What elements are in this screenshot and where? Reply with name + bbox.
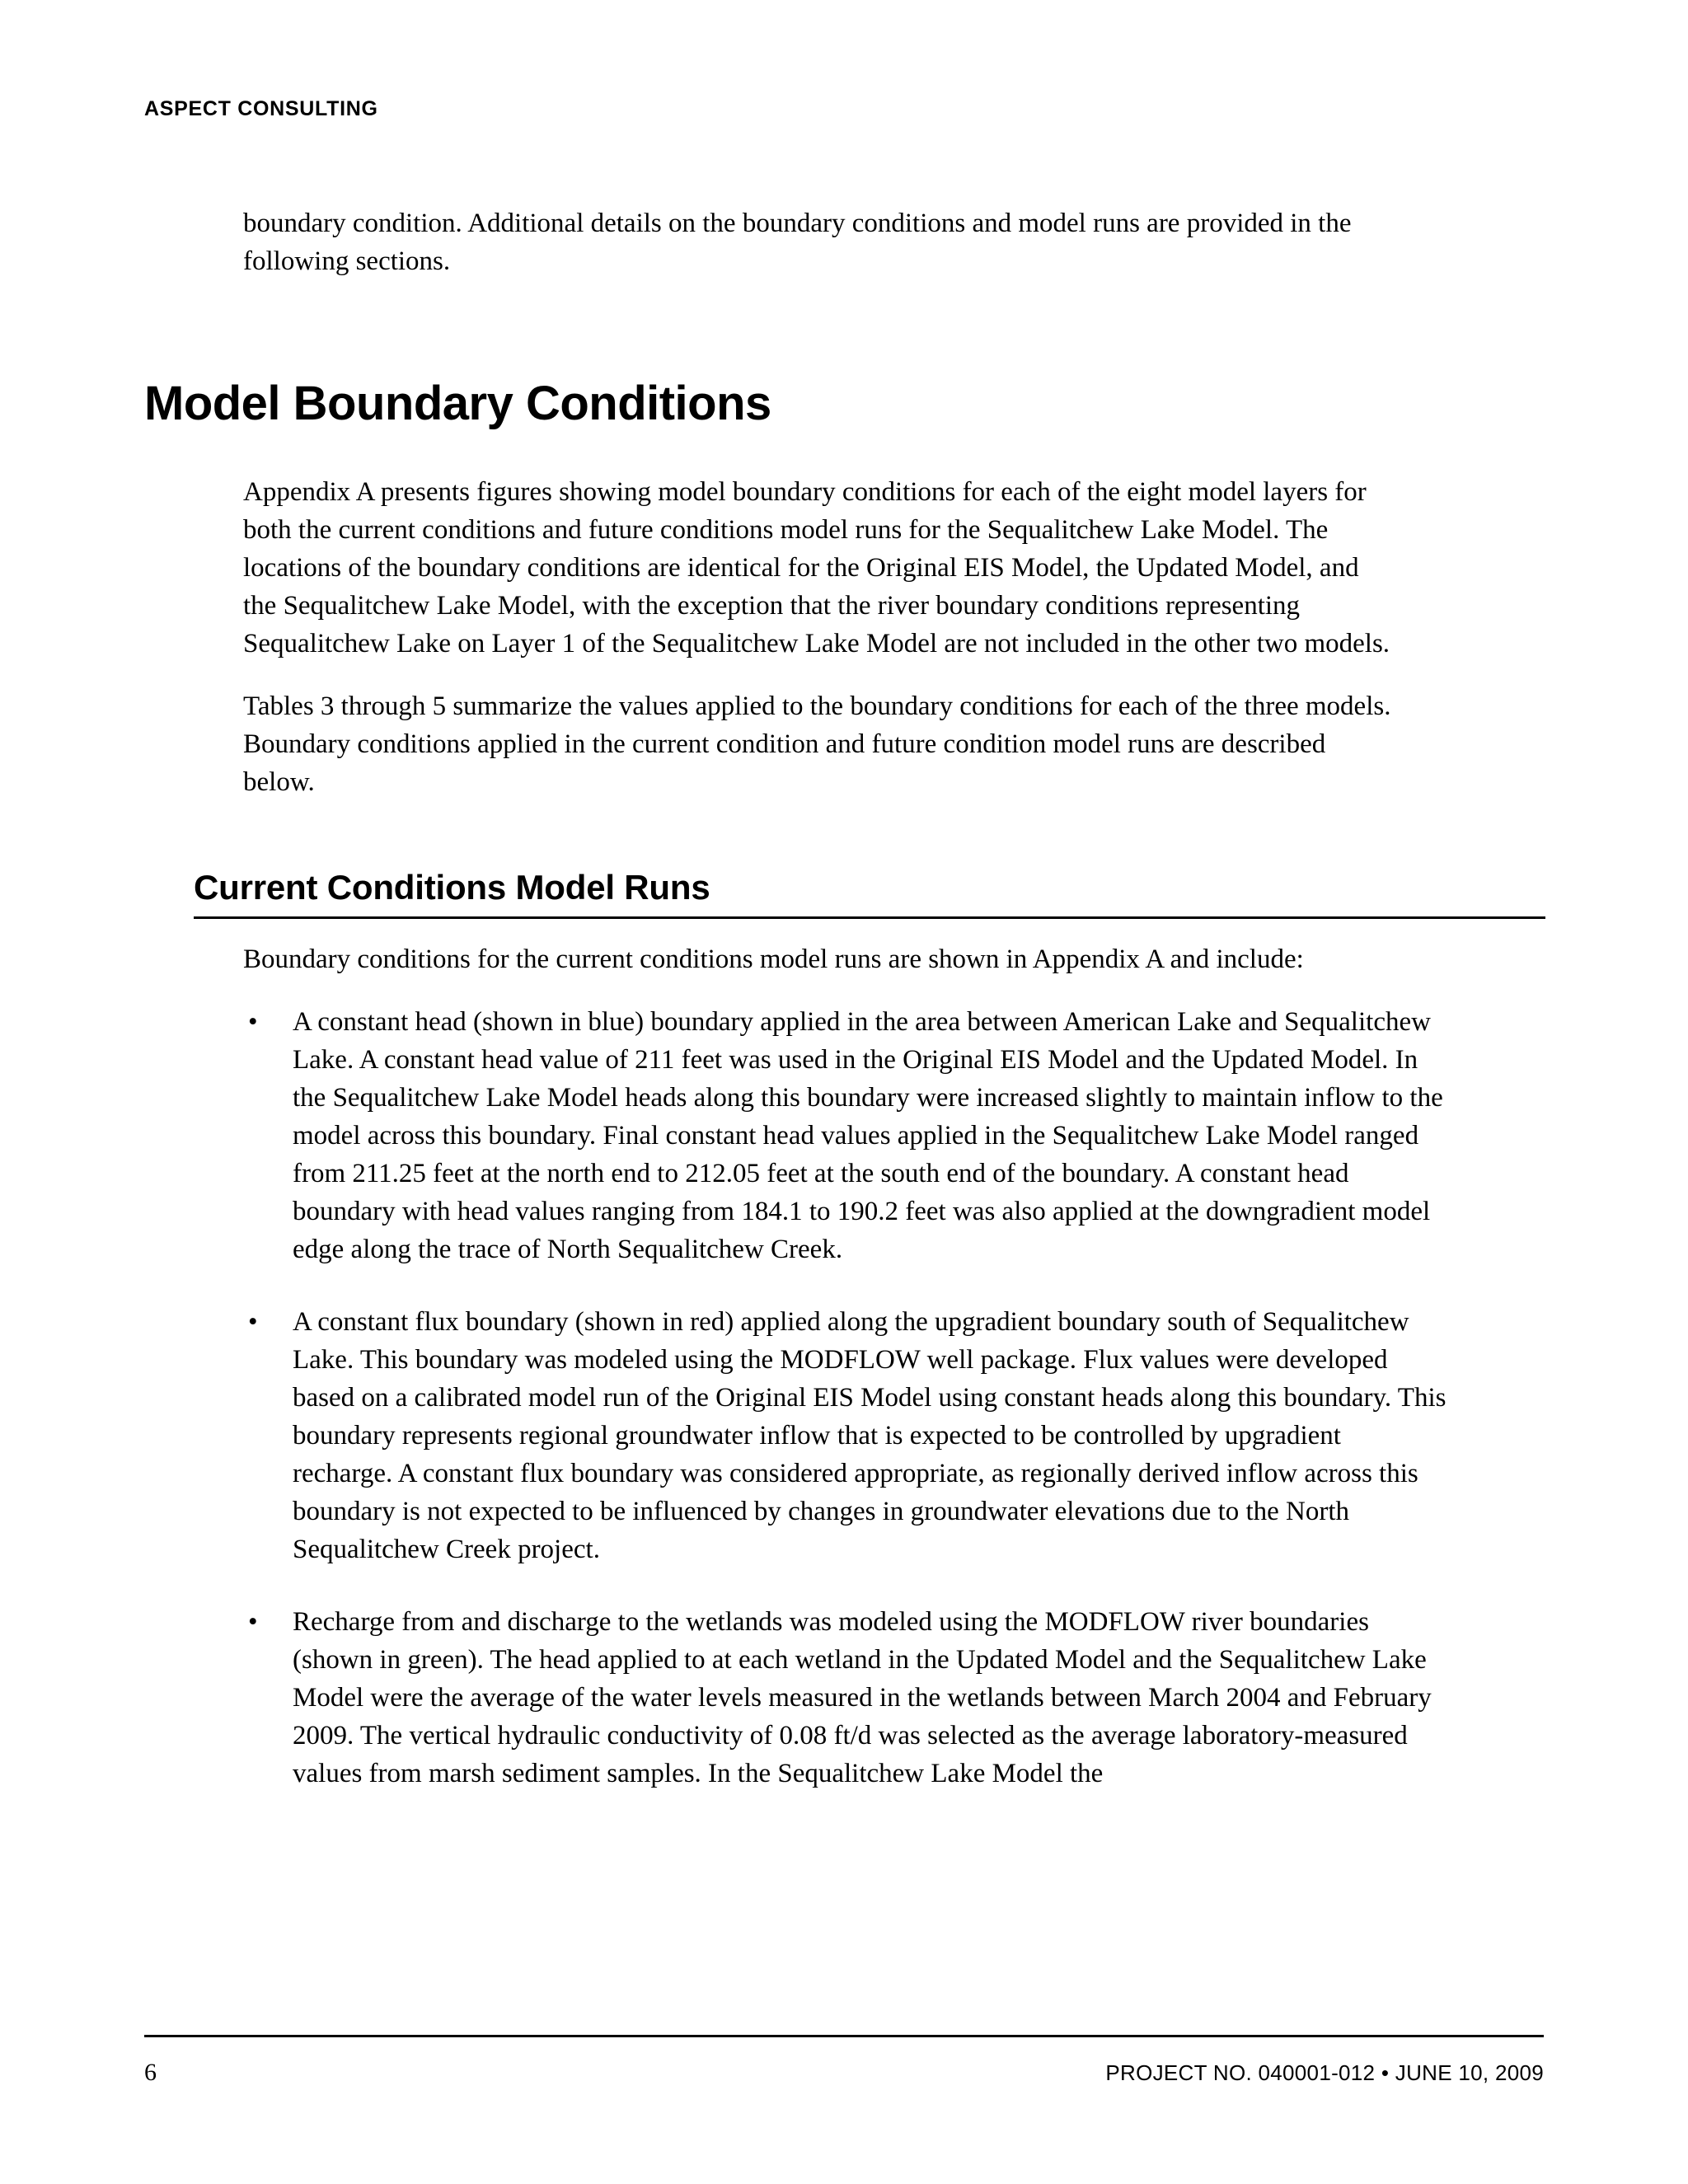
list-item [243,1303,1447,1568]
boundary-conditions-list [243,1003,1447,1793]
section-heading-rule [194,916,1545,919]
page-title: Model Boundary Conditions [144,377,771,430]
footer-project-info: PROJECT NO. 040001-012 • JUNE 10, 2009 [1105,2060,1544,2085]
footer-page-number: 6 [144,2059,157,2086]
chapter-body [243,473,1397,801]
list-item [243,1603,1447,1793]
list-item-text: A constant flux boundary (shown in red) applied along the upgradient boundary south of Sequalitchew Lake. This boundary was modeled using the MODFLOW well package. Flux values were developed based on a calibrated model run of the Original EIS Model using constant heads along this boundary. This boundary represents regional groundwater inflow that is expected to be controlled by upgradient recharge. A constant flux boundary was considered appropriate, as regionally derived inflow across this boundary is not expected to be influenced by changes in groundwater elevations due to the North Sequalitchew Creek project. [293,1307,1447,1564]
list-item-text: A constant head (shown in blue) boundary applied in the area between American Lake and Sequalitchew Lake. A constant head value of 211 feet was used in the Original EIS Model and the Updated Model. In the Sequalitchew Lake Model heads along this boundary were increased slightly to maintain inflow to the model across this boundary. Final constant head values applied in the Sequalitchew Lake Model ranged from 211.25 feet at the north end to 212.05 feet at the south end of the boundary. A constant head boundary with head values ranging from 184.1 to 190.2 feet was also applied at the downgradient model edge along the trace of North Sequalitchew Creek. [293,1007,1443,1264]
bullet-dot-icon: • [248,1607,258,1637]
intro-paragraph: boundary condition. Additional details on the boundary conditions and model runs are provided in the following sections. [243,209,1352,276]
chapter-paragraph-2: Tables 3 through 5 summarize the values applied to the boundary conditions for each of the three models. Boundary conditions applied in the current condition and future condition model runs are described below. [243,691,1391,797]
chapter-heading-block [144,377,1545,430]
chapter-paragraph-1: Appendix A presents figures showing model boundary conditions for each of the eight model layers for both the current conditions and future conditions model runs for the Sequalitchew Lake Model. The locations of the boundary conditions are identical for the Original EIS Model, the Updated Model, and the Sequalitchew Lake Model, with the exception that the river boundary conditions representing Sequalitchew Lake on Layer 1 of the Sequalitchew Lake Model are not included in the other two models. [243,477,1390,658]
list-item-text: Recharge from and discharge to the wetlands was modeled using the MODFLOW river boundaries (shown in green). The head applied to at each wetland in the Updated Model and the Sequalitchew Lake Model were the average of the water levels measured in the wetlands between March 2004 and February 2009. The vertical hydraulic conductivity of 0.08 ft/d was selected as the average laboratory-measured values from marsh sediment samples. In the Sequalitchew Lake Model the [293,1607,1432,1788]
intro-block [243,204,1397,280]
bullet-dot-icon: • [248,1307,258,1337]
bullet-dot-icon: • [248,1007,258,1037]
section-intro-paragraph: Boundary conditions for the current conditions model runs are shown in Appendix A and include: [243,944,1304,974]
running-header-company: ASPECT CONSULTING [144,97,378,120]
list-item [243,1003,1447,1268]
page-content [144,204,1545,1793]
section-intro-block [243,940,1397,978]
section-current-conditions [194,867,1545,1793]
section-heading-current-conditions: Current Conditions Model Runs [194,868,710,907]
footer-row [144,2059,1544,2087]
footer-rule [144,2035,1544,2037]
page-footer [144,2035,1544,2087]
